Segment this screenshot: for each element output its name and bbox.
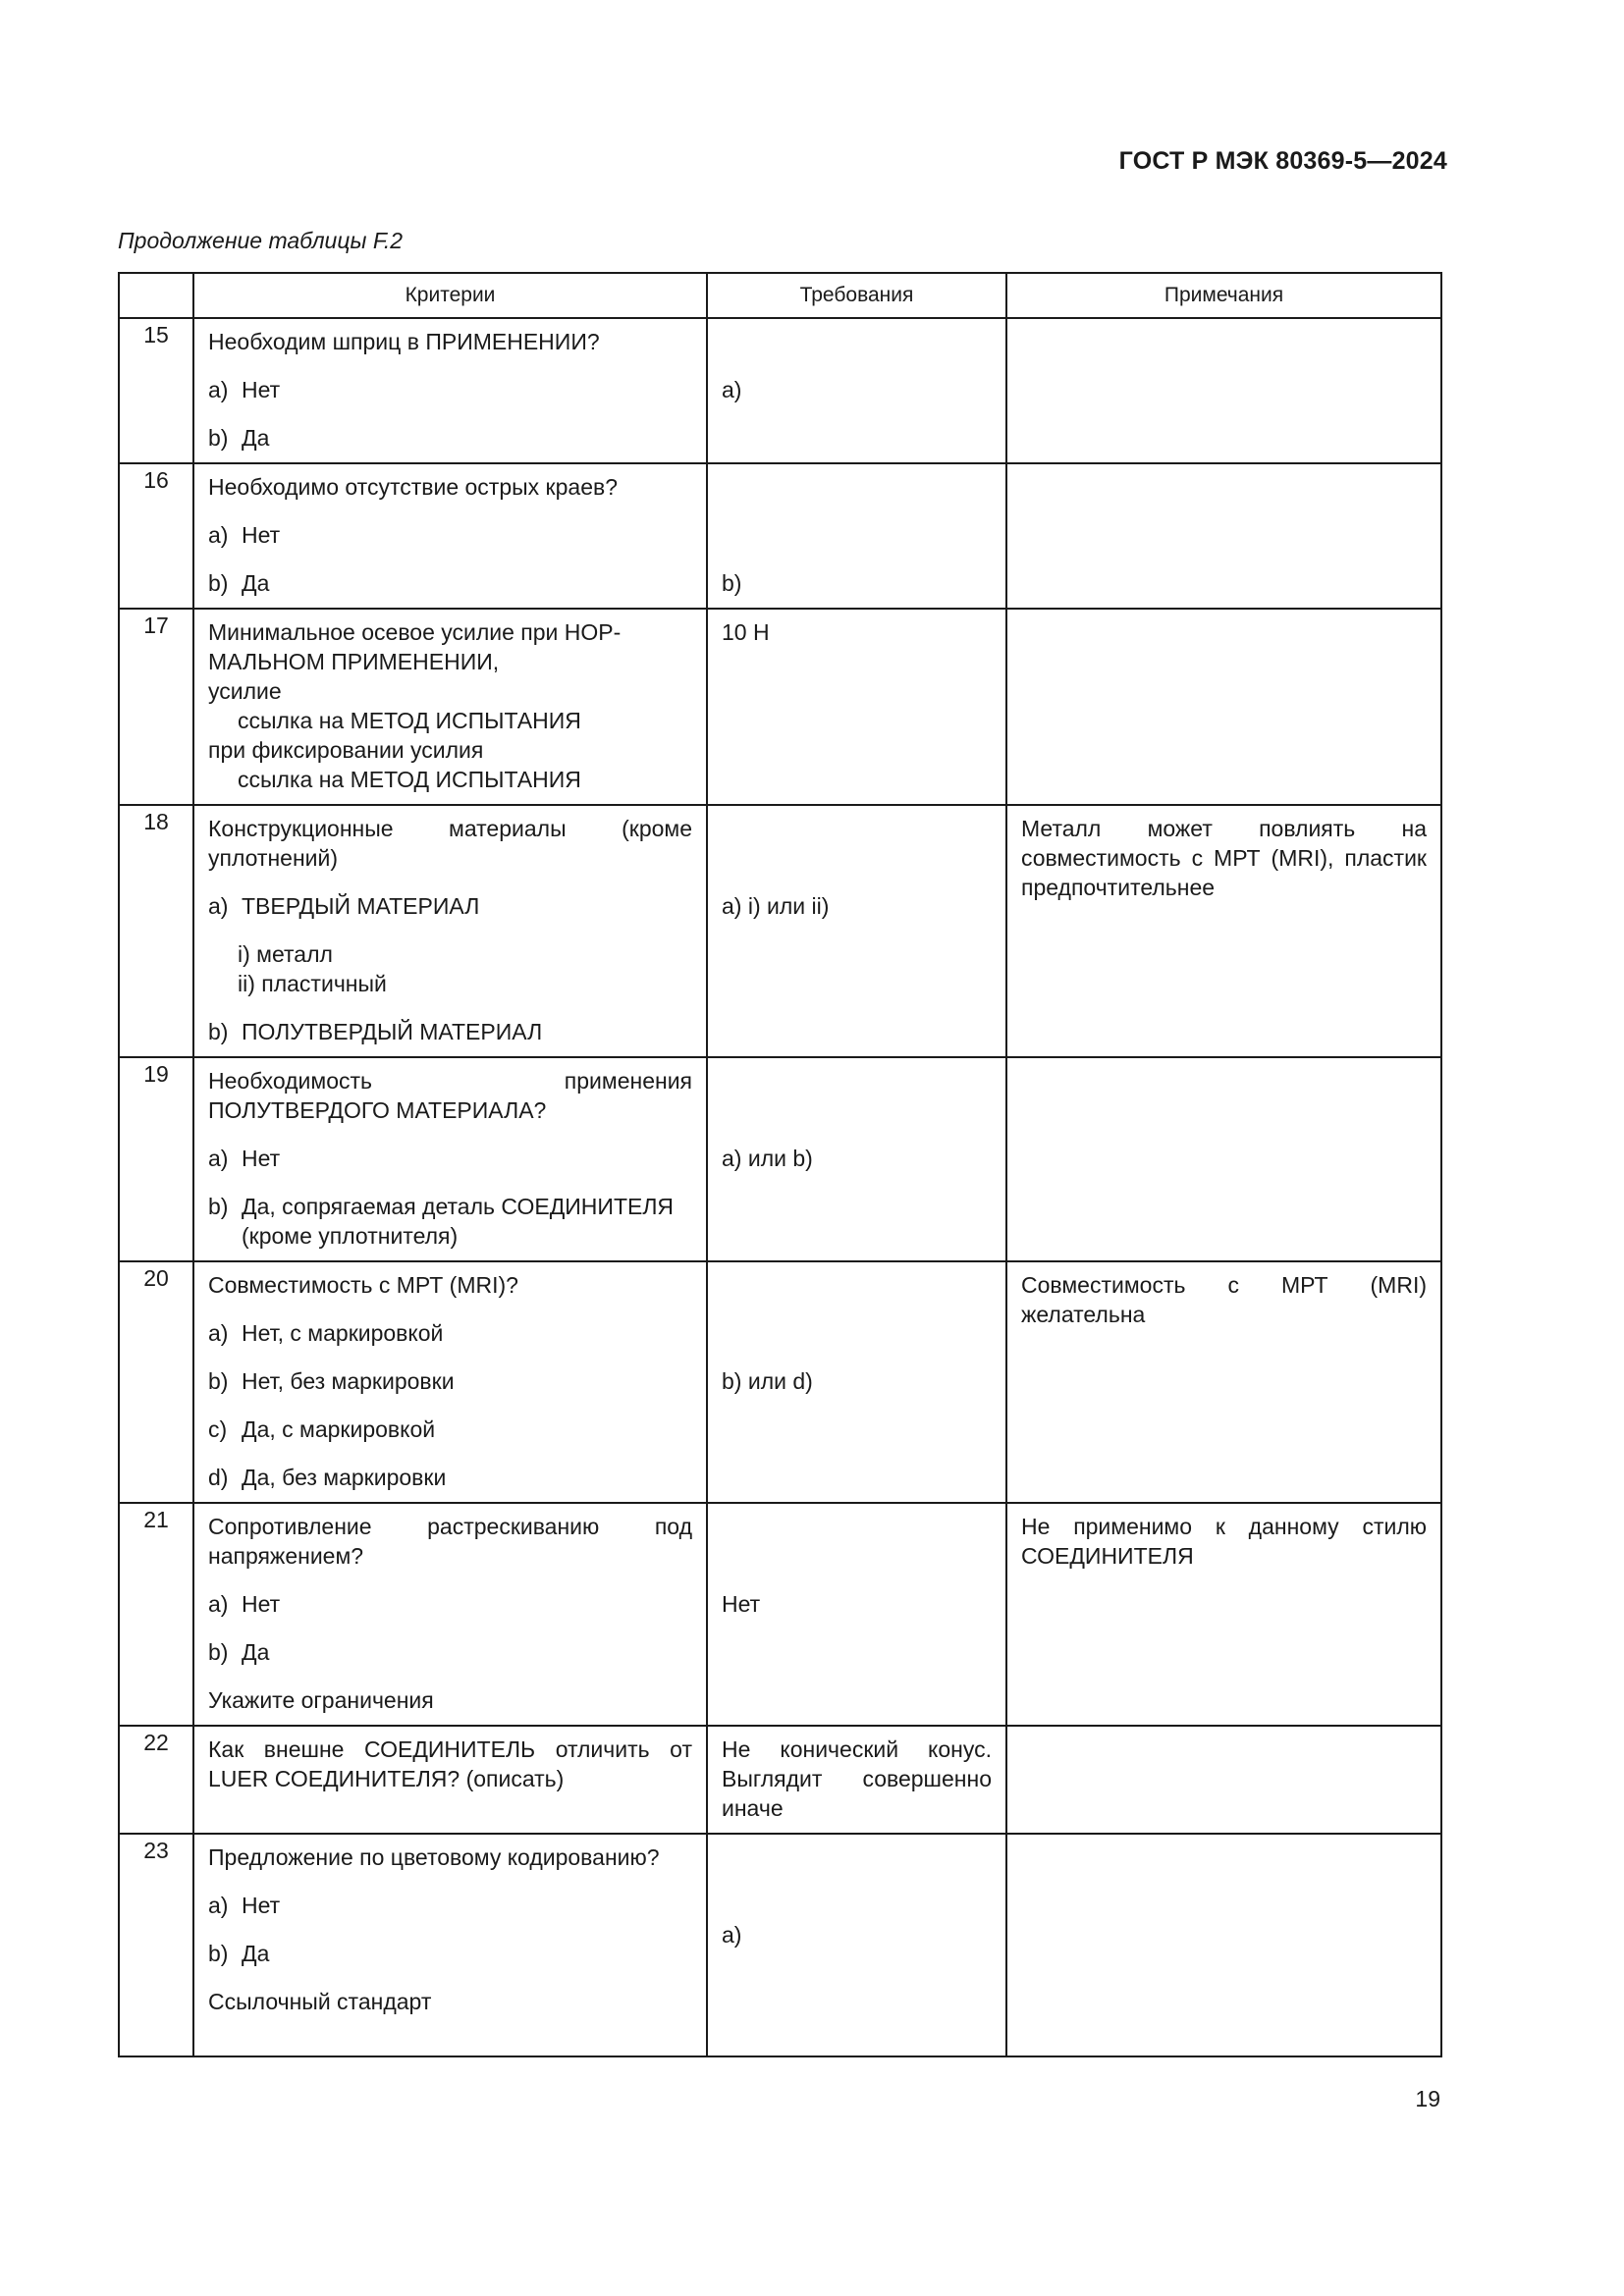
criteria-cell [193, 805, 707, 1057]
requirement-cell [707, 318, 1006, 463]
table-row [119, 805, 1441, 1057]
column-header-requirements: Требования [707, 273, 1006, 318]
row-number: 20 [119, 1261, 193, 1503]
criteria-table [118, 272, 1442, 2057]
column-header-notes: Примечания [1006, 273, 1441, 318]
criteria-line: ссылка на МЕТОД ИСПЫТАНИЯ [238, 708, 581, 733]
criteria-question: Необходимо отсутствие острых краев? [208, 474, 618, 500]
option-d: d) Да, без маркировки [208, 1465, 447, 1490]
option-b: b) Да [208, 1941, 270, 1966]
option-b: b) ПОЛУТВЕРДЫЙ МАТЕРИАЛ [208, 1019, 543, 1044]
document-standard-header: ГОСТ Р МЭК 80369-5—2024 [1118, 147, 1447, 175]
table-row [119, 1503, 1441, 1726]
criteria-cell [193, 1726, 707, 1834]
note-cell [1006, 805, 1441, 1057]
option-b: b) Да [208, 1639, 270, 1665]
table-caption: Продолжение таблицы F.2 [118, 228, 404, 253]
criteria-line: ссылка на МЕТОД ИСПЫТАНИЯ [238, 767, 581, 792]
requirement-value: b) [722, 570, 742, 596]
note-cell [1006, 318, 1441, 463]
criteria-question: Необходимость применения ПОЛУТВЕРДОГО МАТЕРИАЛА? [208, 1068, 692, 1123]
option-c: c) Да, с маркировкой [208, 1416, 436, 1442]
requirement-value: а) или b) [722, 1146, 813, 1171]
criteria-cell [193, 1834, 707, 2056]
sub-option-ii: ii) пластичный [238, 971, 387, 996]
note-cell [1006, 1503, 1441, 1726]
option-a: a) Нет [208, 1893, 281, 1918]
note-cell [1006, 1834, 1441, 2056]
note-cell [1006, 1057, 1441, 1261]
criteria-cell [193, 318, 707, 463]
option-a: a) Нет [208, 377, 281, 402]
option-a: a) Нет, с маркировкой [208, 1320, 444, 1346]
table-header-row [119, 273, 1441, 318]
note-text: Металл может повлиять на совместимость с МРТ (MRI), пластик предпочтительнее [1021, 816, 1427, 900]
row-number: 23 [119, 1834, 193, 2056]
criteria-cell [193, 463, 707, 609]
table-row [119, 463, 1441, 609]
table-row [119, 1261, 1441, 1503]
table-row [119, 1834, 1441, 2056]
page-number: 19 [1415, 2086, 1440, 2111]
table-row [119, 1057, 1441, 1261]
table-row [119, 318, 1441, 463]
option-b: b) Да, сопрягаемая деталь СОЕДИНИТЕЛЯ (кроме уплотнителя) [208, 1194, 675, 1249]
row-number: 15 [119, 318, 193, 463]
row-number: 19 [119, 1057, 193, 1261]
criteria-cell [193, 609, 707, 805]
column-header-number [119, 273, 193, 318]
requirement-cell [707, 1503, 1006, 1726]
note-cell [1006, 463, 1441, 609]
requirement-value: 10 Н [722, 619, 770, 645]
criteria-cell [193, 1057, 707, 1261]
table-row [119, 1726, 1441, 1834]
option-a: a) Нет [208, 1146, 281, 1171]
criteria-line: усилие [208, 678, 282, 704]
table-row [119, 609, 1441, 805]
row-number: 17 [119, 609, 193, 805]
note-text: Не применимо к данному стилю СОЕДИНИТЕЛЯ [1021, 1514, 1427, 1569]
criteria-question: Как внешне СОЕДИНИТЕЛЬ отличить от LUER СОЕДИНИТЕЛЯ? (описать) [208, 1736, 692, 1791]
criteria-question: Конструкционные материалы (кроме уплотнений) [208, 816, 692, 871]
option-a: a) Нет [208, 522, 281, 548]
row-number: 16 [119, 463, 193, 609]
option-b: b) Да [208, 425, 270, 451]
requirement-value: а) [722, 377, 742, 402]
requirement-cell [707, 463, 1006, 609]
criteria-extra: Укажите ограничения [208, 1687, 434, 1713]
option-a: a) ТВЕРДЫЙ МАТЕРИАЛ [208, 893, 480, 919]
note-cell [1006, 1261, 1441, 1503]
row-number: 18 [119, 805, 193, 1057]
sub-option-i: i) металл [238, 941, 333, 967]
requirement-cell [707, 1057, 1006, 1261]
requirement-cell [707, 609, 1006, 805]
criteria-question: Сопротивление растрескиванию под напряжением? [208, 1514, 692, 1569]
criteria-extra: Ссылочный стандарт [208, 1989, 432, 2014]
requirement-cell [707, 1726, 1006, 1834]
requirement-value: Нет [722, 1591, 761, 1617]
criteria-question: Совместимость с МРТ (MRI)? [208, 1272, 518, 1298]
criteria-line: МАЛЬНОМ ПРИМЕНЕНИИ, [208, 649, 500, 674]
criteria-line: при фиксировании усилия [208, 737, 484, 763]
requirement-cell [707, 1834, 1006, 2056]
option-b: b) Нет, без маркировки [208, 1368, 455, 1394]
requirement-value: а) i) или ii) [722, 893, 830, 919]
option-a: a) Нет [208, 1591, 281, 1617]
criteria-question: Предложение по цветовому кодированию? [208, 1844, 660, 1870]
note-cell [1006, 1726, 1441, 1834]
row-number: 21 [119, 1503, 193, 1726]
criteria-line: Минимальное осевое усилие при НОР- [208, 619, 622, 645]
requirement-cell [707, 805, 1006, 1057]
row-number: 22 [119, 1726, 193, 1834]
criteria-question: Необходим шприц в ПРИМЕНЕНИИ? [208, 329, 600, 354]
column-header-criteria: Критерии [193, 273, 707, 318]
criteria-cell [193, 1261, 707, 1503]
requirement-value: Не конический конус. Выглядит совершенно иначе [722, 1736, 992, 1821]
criteria-cell [193, 1503, 707, 1726]
note-cell [1006, 609, 1441, 805]
requirement-cell [707, 1261, 1006, 1503]
requirement-value: b) или d) [722, 1368, 813, 1394]
requirement-value: а) [722, 1922, 742, 1948]
option-b: b) Да [208, 570, 270, 596]
note-text: Совместимость с МРТ (MRI) желательна [1021, 1272, 1427, 1327]
